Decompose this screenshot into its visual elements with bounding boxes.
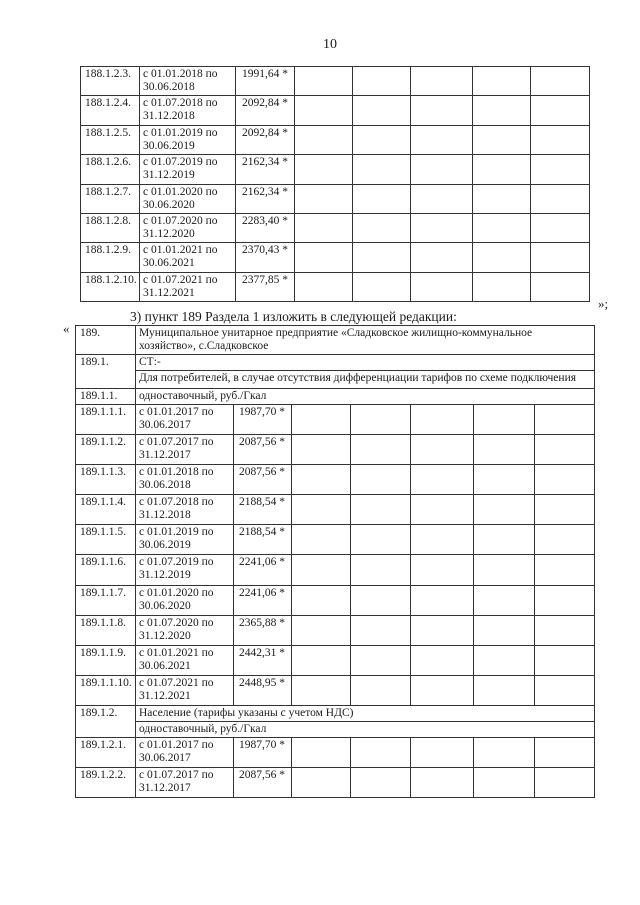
empty-cell <box>295 272 353 301</box>
section-row <box>76 326 595 355</box>
row-price: 2087,56 * <box>234 768 292 798</box>
empty-cell <box>474 435 535 465</box>
row-code: 189.1.1.6. <box>76 555 136 585</box>
empty-cell <box>474 405 535 435</box>
row-price: 2442,31 * <box>234 645 292 675</box>
row-code: 188.1.2.6. <box>81 155 140 184</box>
row-period: с 01.01.2020 по 30.06.2020 <box>136 585 234 615</box>
empty-cell <box>351 435 411 465</box>
tariff-type-label: одноставочный, руб./Гкал <box>136 389 595 405</box>
empty-cell <box>411 555 474 585</box>
empty-cell <box>292 768 351 798</box>
row-price: 2370,43 * <box>236 243 295 272</box>
row-price: 2087,56 * <box>234 435 292 465</box>
closing-quote: »; <box>598 296 609 311</box>
row-period: с 01.01.2019 по 30.06.2019 <box>140 125 236 154</box>
empty-cell <box>351 405 411 435</box>
empty-cell <box>531 155 590 184</box>
empty-cell <box>535 525 595 555</box>
table-row <box>81 243 590 272</box>
tariff-table-continuation <box>80 66 590 302</box>
row-price: 1991,64 * <box>236 67 295 96</box>
row-price: 2377,85 * <box>236 272 295 301</box>
empty-cell <box>411 435 474 465</box>
empty-cell <box>353 184 411 213</box>
empty-cell <box>292 645 351 675</box>
row-period: с 01.07.2020 по 31.12.2020 <box>140 213 236 242</box>
empty-cell <box>295 125 353 154</box>
row-code: 189.1.1.9. <box>76 645 136 675</box>
empty-cell <box>411 525 474 555</box>
row-code: 189.1.1.5. <box>76 525 136 555</box>
empty-cell <box>353 155 411 184</box>
empty-cell <box>351 615 411 645</box>
empty-cell <box>292 585 351 615</box>
empty-cell <box>411 768 474 798</box>
empty-cell <box>411 585 474 615</box>
row-period: с 01.07.2019 по 31.12.2019 <box>140 155 236 184</box>
empty-cell <box>535 555 595 585</box>
empty-cell <box>474 585 535 615</box>
organization-name: Муниципальное унитарное предприятие «Сладковское жилищно-коммунальное хозяйство», с.Сладковское <box>136 326 595 355</box>
empty-cell <box>295 243 353 272</box>
empty-cell <box>473 125 531 154</box>
empty-cell <box>531 213 590 242</box>
row-code: 189.1.2.2. <box>76 768 136 798</box>
row-price: 2162,34 * <box>236 155 295 184</box>
row-period: с 01.01.2018 по 30.06.2018 <box>136 465 234 495</box>
row-code: 189.1.1.7. <box>76 585 136 615</box>
empty-cell <box>292 555 351 585</box>
empty-cell <box>531 243 590 272</box>
row-code: 189.1.1.8. <box>76 615 136 645</box>
table-row <box>81 96 590 125</box>
empty-cell <box>351 675 411 705</box>
table-row <box>76 768 595 798</box>
empty-cell <box>411 272 473 301</box>
empty-cell <box>292 615 351 645</box>
empty-cell <box>292 435 351 465</box>
empty-cell <box>474 615 535 645</box>
empty-cell <box>531 125 590 154</box>
row-code: 189.1.1.1. <box>76 405 136 435</box>
row-period: с 01.01.2017 по 30.06.2017 <box>136 405 234 435</box>
row-period: с 01.01.2021 по 30.06.2021 <box>136 645 234 675</box>
row-code: 189.1.1.3. <box>76 465 136 495</box>
subsection-desc-row <box>76 371 595 389</box>
page-number: 10 <box>323 37 337 52</box>
row-price: 2092,84 * <box>236 96 295 125</box>
empty-cell <box>295 213 353 242</box>
empty-cell <box>351 645 411 675</box>
empty-cell <box>411 155 473 184</box>
empty-cell <box>535 405 595 435</box>
tariff-type-row <box>76 389 595 405</box>
subsection-label: СТ:- <box>136 355 595 371</box>
row-period: с 01.01.2020 по 30.06.2020 <box>140 184 236 213</box>
empty-cell <box>474 495 535 525</box>
row-price: 2448,95 * <box>234 675 292 705</box>
row-period: с 01.07.2020 по 31.12.2020 <box>136 615 234 645</box>
empty-cell <box>474 465 535 495</box>
table-row <box>81 155 590 184</box>
empty-cell <box>353 125 411 154</box>
row-price: 2283,40 * <box>236 213 295 242</box>
empty-cell <box>295 67 353 96</box>
section-code: 189. <box>76 326 136 355</box>
empty-cell <box>535 435 595 465</box>
empty-cell <box>411 645 474 675</box>
row-period: с 01.07.2017 по 31.12.2017 <box>136 768 234 798</box>
table-row <box>81 213 590 242</box>
empty-cell <box>411 184 473 213</box>
empty-cell <box>411 405 474 435</box>
empty-cell <box>411 213 473 242</box>
empty-cell <box>535 615 595 645</box>
empty-cell <box>351 525 411 555</box>
empty-cell <box>411 675 474 705</box>
empty-cell <box>353 272 411 301</box>
row-code: 189.1.1.10. <box>76 675 136 705</box>
row-code: 188.1.2.10. <box>81 272 140 301</box>
empty-cell <box>411 465 474 495</box>
empty-cell <box>295 96 353 125</box>
empty-cell <box>473 67 531 96</box>
empty-cell <box>353 67 411 96</box>
table-row <box>76 435 595 465</box>
tariff-type-code: 189.1.1. <box>76 389 136 405</box>
row-price: 2241,06 * <box>234 555 292 585</box>
population-unit: одноставочный, руб./Гкал <box>136 721 595 737</box>
empty-cell <box>474 768 535 798</box>
empty-cell <box>411 615 474 645</box>
empty-cell <box>474 737 535 767</box>
table-row <box>81 272 590 301</box>
empty-cell <box>474 525 535 555</box>
empty-cell <box>295 155 353 184</box>
empty-cell <box>531 96 590 125</box>
row-code: 188.1.2.8. <box>81 213 140 242</box>
empty-cell <box>473 213 531 242</box>
empty-cell <box>535 495 595 525</box>
empty-cell <box>535 645 595 675</box>
row-price: 2092,84 * <box>236 125 295 154</box>
empty-cell <box>535 465 595 495</box>
tariff-table-section-189 <box>75 325 595 798</box>
population-row <box>76 705 595 721</box>
row-period: с 01.07.2021 по 31.12.2021 <box>140 272 236 301</box>
row-period: с 01.07.2019 по 31.12.2019 <box>136 555 234 585</box>
empty-cell <box>531 67 590 96</box>
empty-cell <box>473 272 531 301</box>
row-price: 2241,06 * <box>234 585 292 615</box>
empty-cell <box>474 555 535 585</box>
table-row <box>81 67 590 96</box>
empty-cell <box>353 213 411 242</box>
empty-cell <box>411 67 473 96</box>
row-period: с 01.01.2019 по 30.06.2019 <box>136 525 234 555</box>
empty-cell <box>473 155 531 184</box>
row-price: 2188,54 * <box>234 525 292 555</box>
row-period: с 01.07.2017 по 31.12.2017 <box>136 435 234 465</box>
empty-cell <box>531 184 590 213</box>
row-period: с 01.01.2021 по 30.06.2021 <box>140 243 236 272</box>
table-row <box>76 737 595 767</box>
row-period: с 01.01.2018 по 30.06.2018 <box>140 67 236 96</box>
empty-cell <box>351 495 411 525</box>
empty-cell <box>411 737 474 767</box>
empty-cell <box>411 495 474 525</box>
population-unit-row <box>76 721 595 737</box>
row-price: 1987,70 * <box>234 737 292 767</box>
empty-cell <box>351 555 411 585</box>
table-row <box>76 525 595 555</box>
row-price: 2162,34 * <box>236 184 295 213</box>
row-price: 2087,56 * <box>234 465 292 495</box>
row-code: 189.1.2.1. <box>76 737 136 767</box>
row-code: 188.1.2.7. <box>81 184 140 213</box>
row-period: с 01.07.2018 по 31.12.2018 <box>136 495 234 525</box>
table-row <box>76 645 595 675</box>
population-label: Население (тарифы указаны с учетом НДС) <box>136 705 595 721</box>
subsection-description: Для потребителей, в случае отсутствия дифференциации тарифов по схеме подключения <box>136 371 595 389</box>
empty-cell <box>411 125 473 154</box>
table-row <box>76 495 595 525</box>
empty-cell <box>292 495 351 525</box>
empty-cell <box>292 465 351 495</box>
subsection-row <box>76 355 595 371</box>
row-code: 188.1.2.3. <box>81 67 140 96</box>
empty-cell <box>473 184 531 213</box>
row-price: 2188,54 * <box>234 495 292 525</box>
subsection-code: 189.1. <box>76 355 136 389</box>
row-code: 189.1.1.2. <box>76 435 136 465</box>
row-period: с 01.07.2021 по 31.12.2021 <box>136 675 234 705</box>
row-period: с 01.01.2017 по 30.06.2017 <box>136 737 234 767</box>
empty-cell <box>353 96 411 125</box>
row-price: 2365,88 * <box>234 615 292 645</box>
empty-cell <box>353 243 411 272</box>
table-row <box>76 675 595 705</box>
empty-cell <box>535 585 595 615</box>
table-row <box>76 585 595 615</box>
table-row <box>81 125 590 154</box>
row-price: 1987,70 * <box>234 405 292 435</box>
empty-cell <box>473 96 531 125</box>
empty-cell <box>292 525 351 555</box>
empty-cell <box>351 737 411 767</box>
empty-cell <box>474 645 535 675</box>
table-row <box>81 184 590 213</box>
empty-cell <box>474 675 535 705</box>
empty-cell <box>292 737 351 767</box>
table-row <box>76 555 595 585</box>
table-row <box>76 465 595 495</box>
population-code: 189.1.2. <box>76 705 136 737</box>
row-code: 188.1.2.9. <box>81 243 140 272</box>
empty-cell <box>292 675 351 705</box>
empty-cell <box>531 272 590 301</box>
empty-cell <box>351 768 411 798</box>
empty-cell <box>535 675 595 705</box>
amendment-instruction: 3) пункт 189 Раздела 1 изложить в следующей редакции: <box>130 309 457 324</box>
empty-cell <box>411 96 473 125</box>
empty-cell <box>535 768 595 798</box>
empty-cell <box>473 243 531 272</box>
table-row <box>76 405 595 435</box>
row-code: 188.1.2.4. <box>81 96 140 125</box>
row-code: 188.1.2.5. <box>81 125 140 154</box>
empty-cell <box>535 737 595 767</box>
table-row <box>76 615 595 645</box>
empty-cell <box>295 184 353 213</box>
row-period: с 01.07.2018 по 31.12.2018 <box>140 96 236 125</box>
empty-cell <box>351 465 411 495</box>
empty-cell <box>292 405 351 435</box>
opening-quote: « <box>63 321 70 336</box>
row-code: 189.1.1.4. <box>76 495 136 525</box>
empty-cell <box>411 243 473 272</box>
empty-cell <box>351 585 411 615</box>
